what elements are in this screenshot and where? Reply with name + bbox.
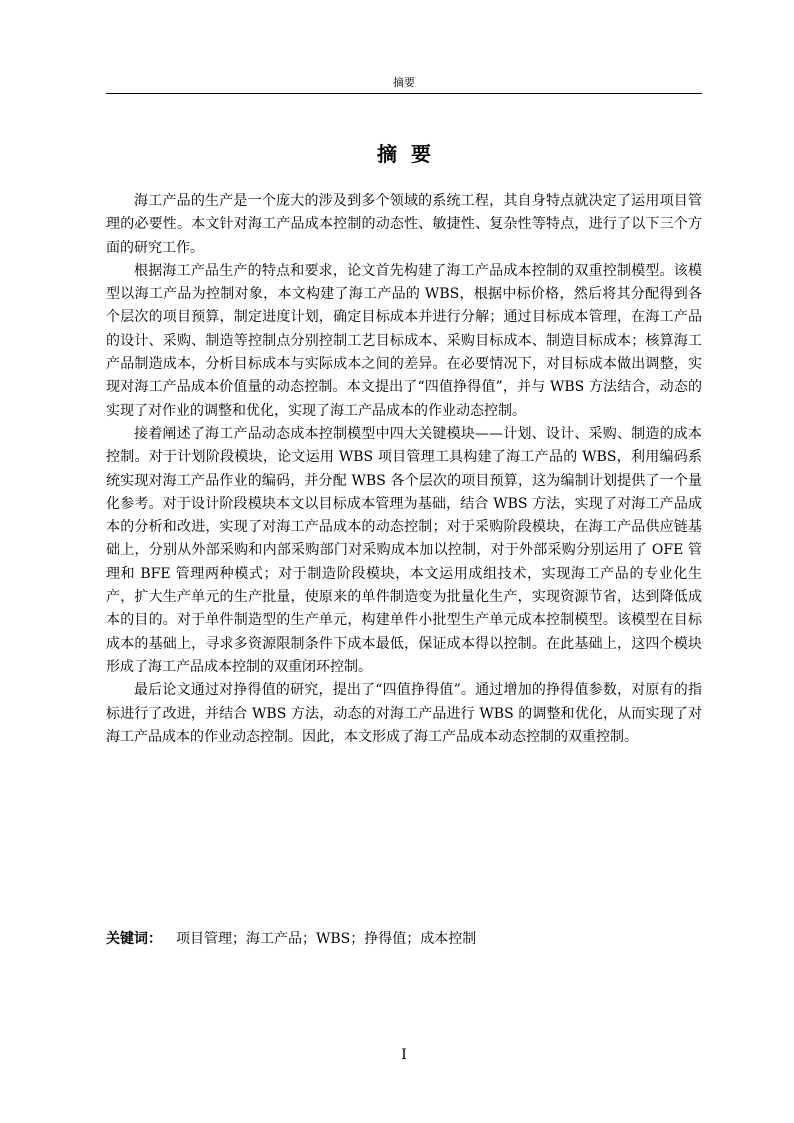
keywords-label: 关键词： bbox=[106, 931, 162, 947]
abstract-paragraph-1: 海工产品的生产是一个庞大的涉及到多个领域的系统工程，其自身特点就决定了运用项目管理的必要性。本文针对海工产品成本控制的动态性、敏捷性、复杂性等特点，进行了以下三个方面的研究工作。 bbox=[106, 193, 702, 256]
page-title: 摘要 bbox=[377, 142, 445, 166]
abstract-body bbox=[106, 190, 702, 749]
keywords-line bbox=[106, 928, 702, 951]
keywords-text: 项目管理；海工产品；WBS；挣得值；成本控制 bbox=[176, 931, 477, 947]
abstract-paragraph-2: 根据海工产品生产的特点和要求，论文首先构建了海工产品成本控制的双重控制模型。该模型以海工产品为控制对象，本文构建了海工产品的 WBS，根据中标价格，然后将其分配得到各个层次的项目预算，制定进度计划，确定目标成本并进行分解；通过目标成本管理，在海工产品的设计、采购、制造等控制点分别控制工艺目标成本、采购目标成本、制造目标成本；核算海工产品制造成本，分析目标成本与实际成本之间的差异。在必要情况下，对目标成本做出调整，实现对海工产品成本价值量的动态控制。本文提出了“四值挣得值”，并与 WBS 方法结合，动态的实现了对作业的调整和优化，实现了海工产品成本的作业动态控制。 bbox=[106, 262, 702, 419]
abstract-paragraph-4: 最后论文通过对挣得值的研究，提出了“四值挣得值”。通过增加的挣得值参数，对原有的指标进行了改进，并结合 WBS 方法，动态的对海工产品进行 WBS 的调整和优化，从而实现了对海工产品成本的作业动态控制。因此，本文形成了海工产品成本动态控制的双重控制。 bbox=[106, 682, 702, 745]
header-rule bbox=[106, 93, 702, 94]
abstract-paragraph-3: 接着阐述了海工产品动态成本控制模型中四大关键模块——计划、设计、采购、制造的成本控制。对于计划阶段模块，论文运用 WBS 项目管理工具构建了海工产品的 WBS，利用编码系统实现对海工产品作业的编码，并分配 WBS 各个层次的项目预算，这为编制计划提供了一个量化参考。对于设计阶段模块本文以目标成本管理为基础，结合 WBS 方法，实现了对海工产品成本的分析和改进，实现了对海工产品成本的动态控制；对于采购阶段模块，在海工产品供应链基础上，分别从外部采购和内部采购部门对采购成本加以控制，对于外部采购分别运用了 OFE 管理和 BFE 管理两种模式；对于制造阶段模块，本文运用成组技术，实现海工产品的专业化生产，扩大生产单元的生产批量，使原来的单件制造变为批量化生产，实现资源节省，达到降低成本的目的。对于单件制造型的生产单元，构建单件小批型生产单元成本控制模型。该模型在目标成本的基础上，寻求多资源限制条件下成本最低，保证成本得以控制。在此基础上，这四个模块形成了海工产品成本控制的双重闭环控制。 bbox=[106, 425, 702, 675]
running-header: 摘要 bbox=[393, 76, 415, 89]
page-number: I bbox=[401, 1047, 407, 1063]
